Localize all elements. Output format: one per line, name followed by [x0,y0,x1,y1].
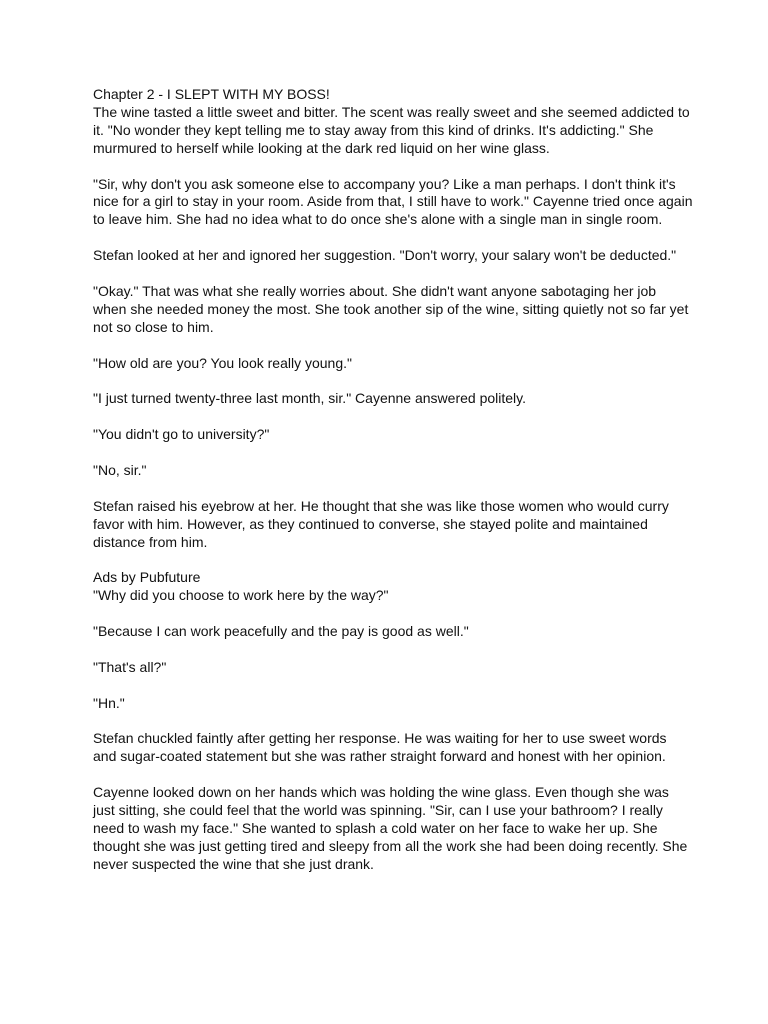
paragraph-8: "No, sir." [93,461,147,478]
paragraph-11: "Because I can work peacefully and the pay is good as well." [93,623,469,640]
ads-label-link[interactable]: Ads by Pubfuture [93,569,201,586]
paragraph-gap [93,372,693,390]
paragraph-gap [93,677,693,695]
paragraph-1: The wine tasted a little sweet and bitter. The scent was really sweet and she seemed addicted to it. "No wonder they kept telling me to stay away from this kind of drinks. It's addicting." She murmured to herself while looking at the dark red liquid on her wine glass. [93,103,690,156]
paragraph-gap [93,551,693,569]
paragraph-5: "How old are you? You look really young." [93,354,352,371]
paragraph-gap [93,766,693,784]
paragraph-gap [93,641,693,659]
paragraph-10: "Why did you choose to work here by the way?" [93,587,389,604]
paragraph-gap [93,265,693,283]
paragraph-gap [93,444,693,462]
paragraph-gap [93,337,693,355]
paragraph-gap [93,229,693,247]
paragraph-7: "You didn't go to university?" [93,426,270,443]
paragraph-gap [93,158,693,176]
paragraph-gap [93,408,693,426]
paragraph-3: Stefan looked at her and ignored her suggestion. "Don't worry, your salary won't be deducted." [93,247,677,264]
paragraph-9: Stefan raised his eyebrow at her. He thought that she was like those women who would curry favor with him. However, as they continued to converse, she stayed polite and maintained distance from him. [93,497,669,550]
paragraph-15: Cayenne looked down on her hands which was holding the wine glass. Even though she was just sitting, she could feel that the world was spinning. "Sir, can I use your bathroom? I really need to wash my face." She wanted to splash a cold water on her face to wake her up. She thought she was just getting tired and sleepy from all the work she had been doing recently. She never suspected the wine that she just drank. [93,784,688,872]
paragraph-2: "Sir, why don't you ask someone else to accompany you? Like a man perhaps. I don't think it's nice for a girl to stay in your room. Aside from that, I still have to work." Cayenne tried once again to leave him. She had no idea what to do once she's alone with a single man in single room. [93,175,693,228]
paragraph-gap [93,605,693,623]
paragraph-gap [93,713,693,731]
paragraph-14: Stefan chuckled faintly after getting her response. He was waiting for her to use sweet words and sugar-coated statement but she was rather straight forward and honest with her opinion. [93,730,667,765]
document-page [93,86,693,874]
paragraph-4: "Okay." That was what she really worries about. She didn't want anyone sabotaging her job when she needed money the most. She took another sip of the wine, sitting quietly not so far yet not so close to him. [93,282,689,335]
paragraph-12: "That's all?" [93,658,167,675]
chapter-title: Chapter 2 - I SLEPT WITH MY BOSS! [93,86,330,102]
paragraph-6: "I just turned twenty-three last month, sir." Cayenne answered politely. [93,390,527,407]
paragraph-13: "Hn." [93,694,125,711]
paragraph-gap [93,480,693,498]
